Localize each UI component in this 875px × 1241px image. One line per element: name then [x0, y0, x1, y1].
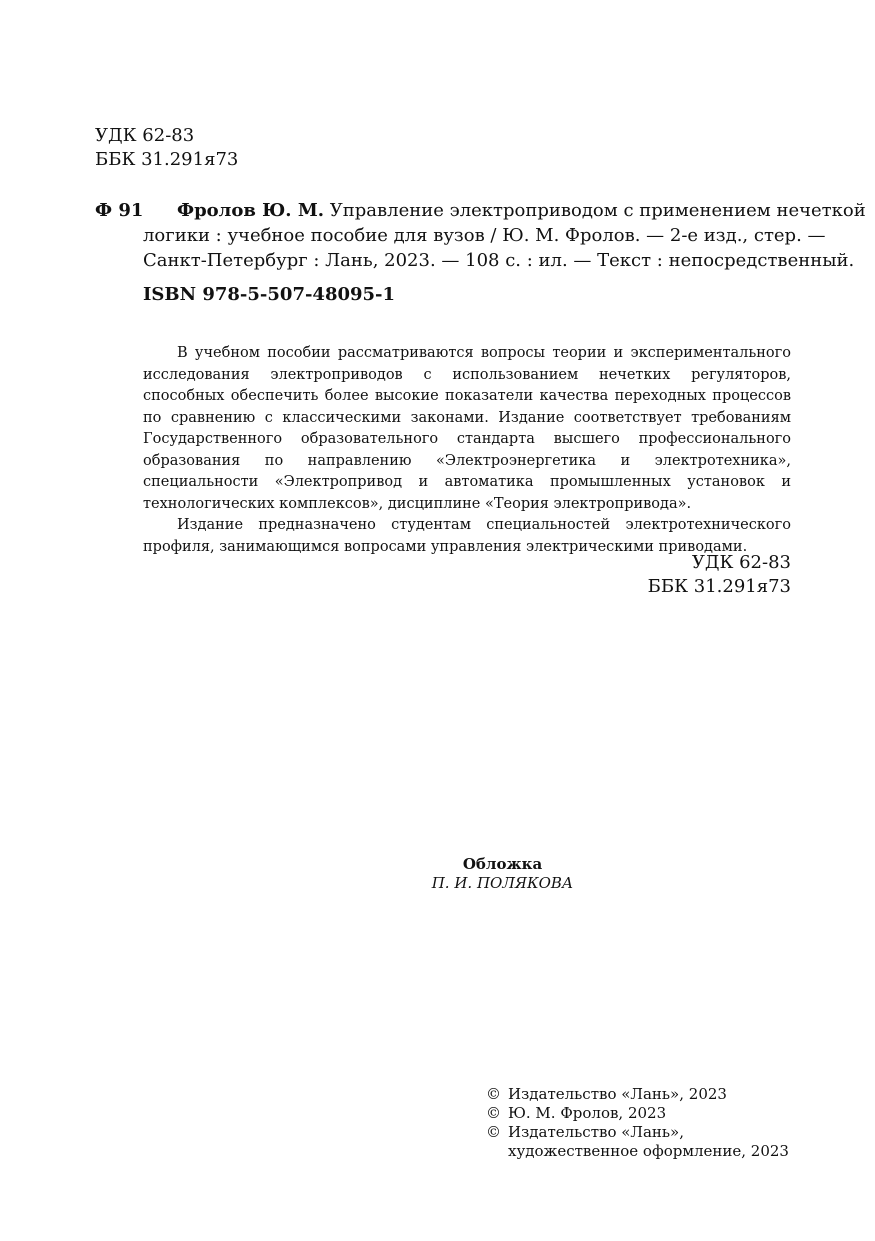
cover-designer: П. И. ПОЛЯКОВА	[431, 874, 574, 892]
author-name: Фролов Ю. М.	[177, 200, 325, 221]
copyright-icon: ©	[486, 1104, 501, 1122]
copyright-icon: ©	[486, 1123, 501, 1141]
udk-block-top	[95, 124, 238, 172]
bbk-code-bottom: ББК 31.291я73	[647, 576, 791, 597]
copyright-text: Издательство «Лань»,	[508, 1123, 685, 1141]
copyright-block	[486, 1085, 789, 1161]
copyright-line	[486, 1085, 789, 1104]
udk-code-bottom: УДК 62-83	[691, 552, 791, 573]
bbk-code: ББК 31.291я73	[95, 149, 239, 170]
copyright-text: Ю. М. Фролов, 2023	[508, 1104, 667, 1122]
bib-line-2: логики : учебное пособие для вузов / Ю. М. Фролов. — 2-е изд., стер. —	[143, 225, 826, 246]
copyright-icon: ©	[486, 1085, 501, 1103]
copyright-text-continued: художественное оформление, 2023	[508, 1142, 789, 1160]
author-sign: Ф 91	[95, 200, 144, 221]
copyright-line	[486, 1104, 789, 1123]
copyright-text: Издательство «Лань», 2023	[508, 1085, 727, 1103]
annotation-paragraph-1: В учебном пособии рассматриваются вопросы теории и экспериментального исследования электроприводов с использованием нечетких регуляторов, способных обеспечить более высокие показатели качества переходных процессов по сравнению с классическими законами. Издание соответствует требованиям Государственного образовательного стандарта высшего профессионального образования по направлению «Электроэнергетика и электротехника», специальности «Электропривод и автоматика промышленных установок и технологических комплексов», дисциплине «Теория электропривода».	[143, 345, 791, 512]
annotation-paragraph-2: Издание предназначено студентам специальностей электротехнического профиля, занимающимся вопросами управления электрическими приводами.	[143, 517, 791, 555]
isbn: ISBN 978-5-507-48095-1	[143, 284, 396, 305]
cover-label: Обложка	[462, 855, 543, 873]
bib-line-1	[143, 198, 866, 223]
annotation	[143, 343, 791, 558]
udk-code: УДК 62-83	[95, 125, 195, 146]
copyright-line	[486, 1123, 789, 1142]
title-text: Управление электроприводом с применением нечеткой	[324, 200, 866, 221]
udk-block-bottom	[648, 551, 791, 599]
cover-credit	[300, 855, 705, 893]
bibliographic-description	[143, 198, 866, 273]
bib-line-3: Санкт-Петербург : Лань, 2023. — 108 с. : ил. — Текст : непосредственный.	[143, 250, 855, 271]
